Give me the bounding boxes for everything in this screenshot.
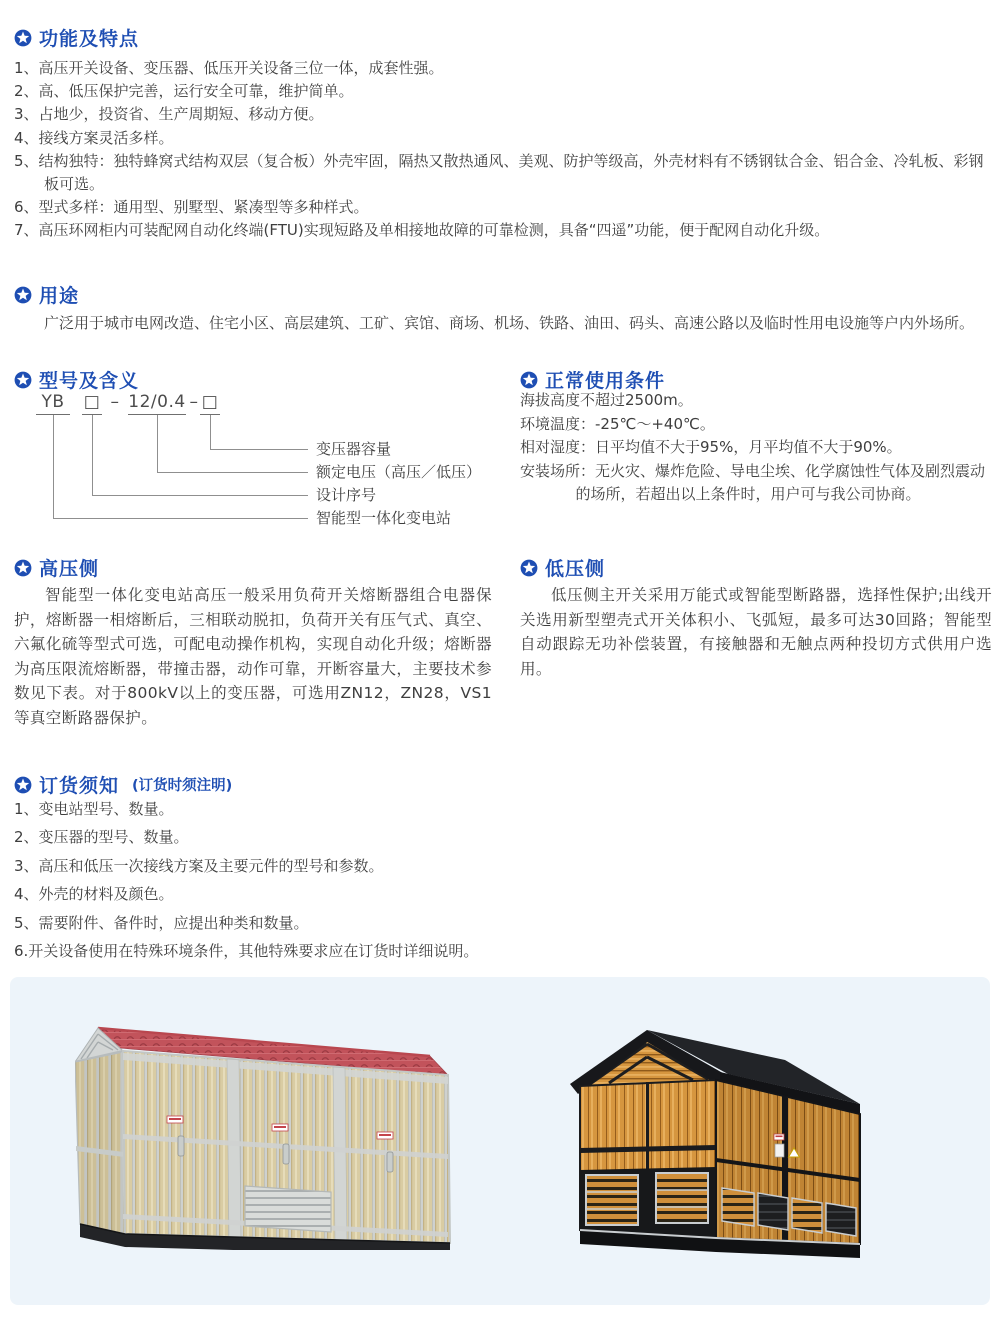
section-subtitle-order: (订货时须注明) (132, 778, 233, 794)
feature-item: 6、型式多样：通用型、别墅型、紧凑型等多种样式。 (14, 198, 369, 217)
star-icon (14, 776, 32, 794)
model-label-capacity: 变压器容量 (316, 440, 392, 458)
lv-text: 低压侧主开关采用万能式或智能型断路器，选择性保护;出线开关选用新型塑壳式开关体积小、飞弧短，最多可达30回路；智能型自动跟踪无功补偿装置，有接触器和无触点两种投切方式供用户选用。 (520, 586, 992, 678)
order-item: 2、变压器的型号、数量。 (14, 828, 189, 847)
star-icon (14, 29, 32, 47)
section-title-lv: 低压侧 (545, 558, 606, 580)
star-icon (520, 559, 538, 577)
model-label-design: 设计序号 (316, 486, 377, 504)
order-list (14, 795, 984, 965)
feature-item: 1、高压开关设备、变压器、低压开关设备三位一体，成套性强。 (14, 59, 444, 77)
condition-item: 环境温度：-25℃～+40℃。 (520, 414, 715, 433)
model-code-box2: □ (200, 392, 220, 415)
section-title-features: 功能及特点 (39, 28, 140, 50)
usage-text: 广泛用于城市电网改造、住宅小区、高层建筑、工矿、宾馆、商场、机场、铁路、油田、码头、高速公路以及临时性用电设施等户内外场所。 (44, 314, 975, 332)
feature-item: 5、结构独特：独特蜂窝式结构双层（复合板）外壳牢固，隔热又散热通风、美观、防护等级高，外壳材料有不锈钢钛合金、铝合金、冷轧板、彩钢板可选。 (14, 151, 984, 194)
leader-line (53, 415, 54, 518)
substation-photo-left (75, 1018, 460, 1254)
leader-line (210, 415, 211, 449)
leader-line (210, 449, 308, 450)
section-title-model: 型号及含义 (39, 370, 140, 392)
leader-line (157, 415, 158, 472)
section-header-model (14, 366, 139, 393)
order-item: 1、变电站型号、数量。 (14, 800, 174, 818)
order-item: 5、需要附件、备件时，应提出种类和数量。 (14, 913, 309, 932)
star-icon (14, 286, 32, 304)
order-item: 3、高压和低压一次接线方案及主要元件的型号和参数。 (14, 856, 384, 875)
section-header-usage (14, 281, 79, 308)
order-item: 4、外壳的材料及颜色。 (14, 885, 174, 904)
model-code-voltage: 12/0.4 (128, 392, 186, 415)
section-header-hv (14, 554, 99, 581)
leader-line (157, 472, 308, 473)
section-title-hv: 高压侧 (39, 558, 100, 580)
substation-photo-right (570, 1030, 870, 1274)
model-code-dash: – (189, 392, 199, 412)
section-title-order: 订货须知 (39, 775, 120, 797)
condition-item: 安装场所：无火灾、爆炸危险、导电尘埃、化学腐蚀性气体及剧烈震动的场所，若超出以上条件时，用户可与我公司协商。 (520, 461, 986, 503)
features-list (14, 57, 989, 243)
model-code-prefix: YB (36, 392, 70, 415)
feature-item: 7、高压环网柜内可装配网自动化终端(FTU)实现短路及单相接地故障的可靠检测，具备“四遥”功能，便于配网自动化升级。 (14, 221, 830, 240)
section-title-conditions: 正常使用条件 (545, 370, 666, 392)
feature-item: 4、接线方案灵活多样。 (14, 128, 174, 147)
conditions-list (520, 389, 992, 507)
model-code-box1: □ (82, 392, 102, 415)
model-designation-diagram (36, 392, 506, 532)
star-icon (520, 371, 538, 389)
model-code-dash: – (110, 392, 120, 412)
section-header-order (14, 771, 232, 798)
leader-line (92, 495, 308, 496)
feature-item: 2、高、低压保护完善，运行安全可靠，维护简单。 (14, 82, 354, 101)
leader-line (53, 518, 308, 519)
section-header-lv (520, 554, 605, 581)
condition-item: 相对湿度：日平均值不大于95%，月平均值不大于90%。 (520, 438, 902, 456)
leader-line (92, 415, 93, 495)
condition-item: 海拔高度不超过2500m。 (520, 391, 693, 409)
star-icon (14, 559, 32, 577)
order-item: 6.开关设备使用在特殊环境条件，其他特殊要求应在订货时详细说明。 (14, 942, 479, 961)
model-label-station: 智能型一体化变电站 (316, 509, 452, 527)
star-icon (14, 371, 32, 389)
hv-text: 智能型一体化变电站高压一般采用负荷开关熔断器组合电器保护，熔断器一相熔断后，三相联动脱扣，负荷开关有压气式、真空、六氟化硫等型式可选，可配电动操作机构，实现自动化升级；熔断器为高压限流熔断器，带撞击器，动作可靠，开断容量大，主要技术参数见下表。对于800kV以上的变压器，可选用ZN12，ZN28，VS1等真空断路器保护。 (14, 586, 492, 727)
section-title-usage: 用途 (39, 285, 80, 307)
section-header-features (14, 24, 139, 51)
feature-item: 3、占地少，投资省、生产周期短、移动方便。 (14, 105, 324, 124)
model-label-voltage: 额定电压（高压／低压） (316, 463, 482, 481)
